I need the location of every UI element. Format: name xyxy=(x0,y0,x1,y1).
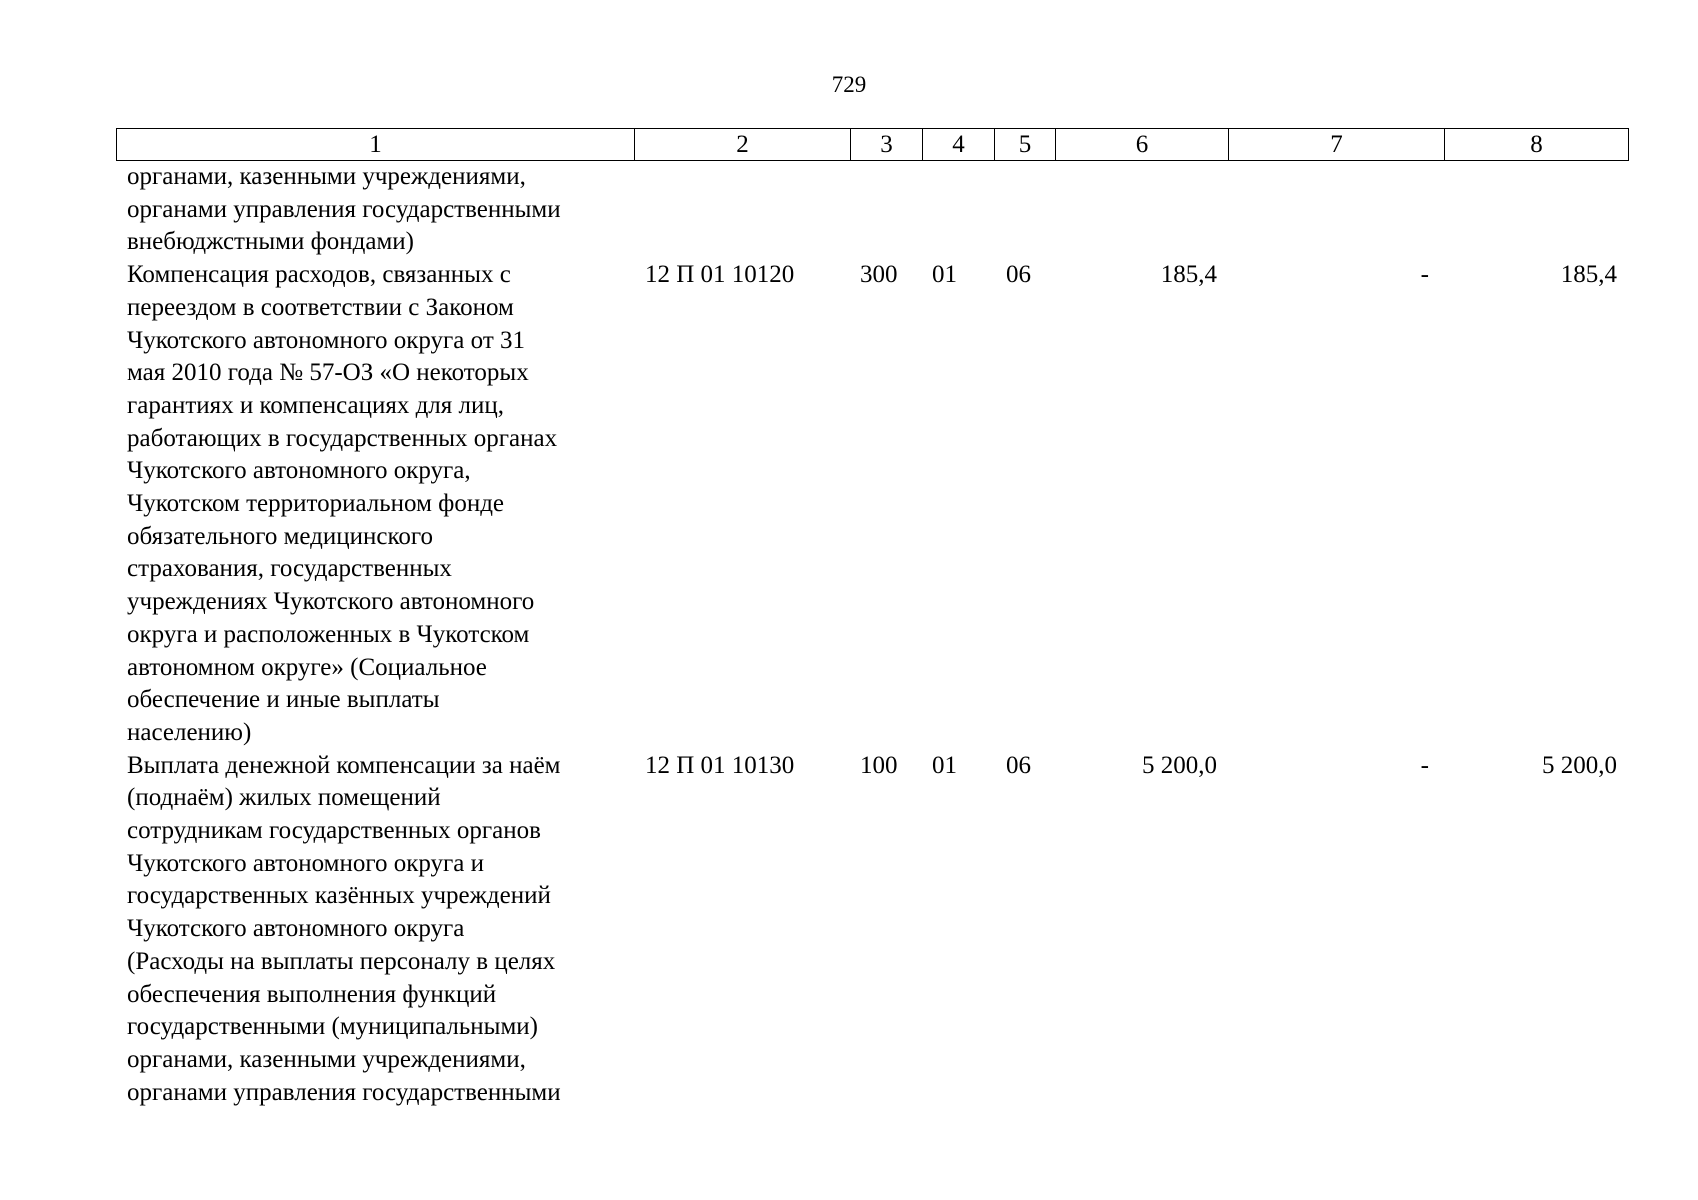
row-rz: 01 xyxy=(932,751,957,779)
column-header-row xyxy=(116,128,1629,161)
row-pr: 06 xyxy=(1006,261,1031,289)
table-row xyxy=(116,161,1628,259)
row-col8: 5 200,0 xyxy=(1542,751,1617,779)
column-header-8: 8 xyxy=(1445,129,1629,161)
row-pr: 06 xyxy=(1006,751,1031,779)
table-row xyxy=(116,259,1628,750)
row-rz xyxy=(922,161,994,259)
row-code: 12 П 01 10130 xyxy=(645,751,795,779)
row-col6 xyxy=(1055,161,1228,259)
row-col8 xyxy=(1444,161,1628,259)
column-header-2: 2 xyxy=(635,129,851,161)
budget-table xyxy=(116,161,1628,1109)
row-col7 xyxy=(1228,161,1444,259)
column-header-1: 1 xyxy=(117,129,635,161)
column-header-6: 6 xyxy=(1056,129,1229,161)
row-col6: 185,4 xyxy=(1160,261,1217,289)
row-code xyxy=(634,161,850,259)
column-header-7: 7 xyxy=(1229,129,1445,161)
column-header-5: 5 xyxy=(995,129,1056,161)
row-pr xyxy=(994,161,1055,259)
page-number: 729 xyxy=(831,72,867,97)
row-vr: 300 xyxy=(860,261,898,289)
row-col7: - xyxy=(1420,261,1429,289)
row-description: Выплата денежной компенсации за наём (поднаём) жилых помещений сотрудникам государственных органов Чукотского автономного округа и государственных казённых учреждений Чукотского автономного округа (Расходы на выплаты персоналу в целях обеспечения выполнения функций государственными (муниципальными) органами, казенными учреждениями, органами управления государственными xyxy=(127,751,561,1106)
column-header-3: 3 xyxy=(851,129,923,161)
row-col8: 185,4 xyxy=(1560,261,1617,289)
row-col6: 5 200,0 xyxy=(1142,751,1217,779)
row-code: 12 П 01 10120 xyxy=(645,261,795,289)
row-col7: - xyxy=(1420,751,1429,779)
row-description: Компенсация расходов, связанных с переездом в соответствии с Законом Чукотского автономного округа от 31 мая 2010 года № 57-ОЗ «О некоторых гарантиях и компенсациях для лиц, работающих в государственных органах Чукотского автономного округа, Чукотском территориальном фонде обязательного медицинского страхования, государственных учреждениях Чукотского автономного округа и расположенных в Чукотском автономном округе» (Социальное обеспечение и иные выплаты населению) xyxy=(127,261,558,746)
column-header-4: 4 xyxy=(923,129,995,161)
row-description: органами, казенными учреждениями, органами управления государственными внебюджстными фондами) xyxy=(127,163,561,256)
table-row xyxy=(116,750,1628,1110)
row-rz: 01 xyxy=(932,261,957,289)
row-vr xyxy=(850,161,922,259)
row-vr: 100 xyxy=(860,751,898,779)
